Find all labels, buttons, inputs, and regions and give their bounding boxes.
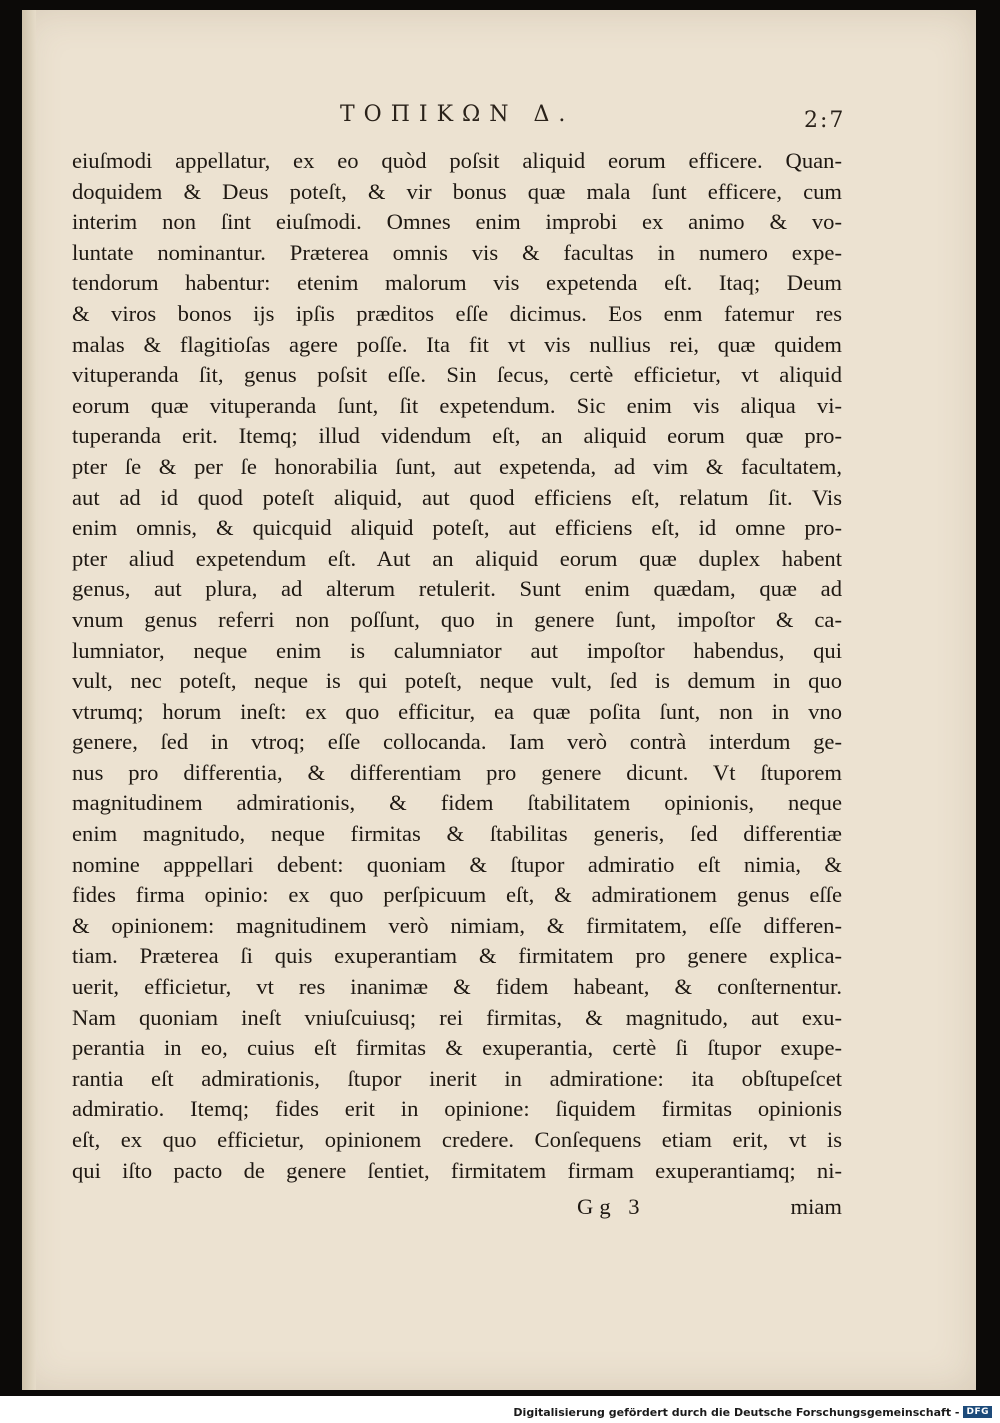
text-line: tiam. Præterea ſi quis exuperantiam & firmitatem pro genere explica- bbox=[72, 943, 842, 969]
text-line: enim magnitudo, neque firmitas & ſtabilitas generis, ſed differentiæ bbox=[72, 821, 842, 847]
text-line: doquidem & Deus poteſt, & vir bonus quæ mala ſunt efficere, cum bbox=[72, 178, 842, 204]
dfg-logo-icon: DFG bbox=[963, 1406, 992, 1418]
text-line: genus, aut plura, ad alterum retulerit. Sunt enim quædam, quæ ad bbox=[72, 576, 842, 602]
text-line: pter ſe & per ſe honorabilia ſunt, aut expetenda, ad vim & facultatem, bbox=[72, 453, 842, 479]
text-line: rantia eſt admirationis, ſtupor inerit in admiratione: ita obſtupeſcet bbox=[72, 1065, 842, 1091]
text-line: & opinionem: magnitudinem verò nimiam, & firmitatem, eſſe differen- bbox=[72, 912, 842, 938]
text-line: eorum quæ vituperanda ſunt, ſit expetendum. Sic enim vis aliqua vi- bbox=[72, 392, 842, 418]
text-line: admiratio. Itemq; fides erit in opinione: ſiquidem firmitas opinionis bbox=[72, 1096, 842, 1122]
text-line: magnitudinem admirationis, & fidem ſtabilitatem opinionis, neque bbox=[72, 790, 842, 816]
running-head bbox=[22, 102, 976, 142]
text-line: tendorum habentur: etenim malorum vis expetenda eſt. Itaq; Deum bbox=[72, 270, 842, 296]
text-line: enim omnis, & quicquid aliquid poteſt, aut efficiens eſt, id omne pro- bbox=[72, 515, 842, 541]
credit-text: Digitalisierung gefördert durch die Deutsche Forschungsgemeinschaft - bbox=[513, 1405, 960, 1419]
text-line: uerit, efficietur, vt res inanimæ & fidem habeant, & conſternentur. bbox=[72, 974, 842, 1000]
text-line: nus pro differentia, & differentiam pro genere dicunt. Vt ſtuporem bbox=[72, 759, 842, 785]
text-line: aut ad id quod poteſt aliquid, aut quod efficiens eſt, relatum ſit. Vis bbox=[72, 484, 842, 510]
text-line: nomine apppellari debent: quoniam & ſtupor admiratio eſt nimia, & bbox=[72, 851, 842, 877]
text-line: eiuſmodi appellatur, ex eo quòd poſsit aliquid eorum efficere. Quan- bbox=[72, 148, 842, 173]
body-text bbox=[72, 146, 842, 1186]
text-line: qui iſto pacto de genere ſentiet, firmitatem firmam exuperantiamq; ni- bbox=[72, 1157, 842, 1183]
page-number: 2:7 bbox=[804, 108, 846, 133]
book-page bbox=[22, 10, 976, 1390]
text-line: Nam quoniam ineſt vniuſcuiusq; rei firmitas, & magnitudo, aut exu- bbox=[72, 1004, 842, 1030]
text-line: vult, nec poteſt, neque is qui poteſt, neque vult, ſed is demum in quo bbox=[72, 668, 842, 694]
text-line: malas & flagitioſas agere poſſe. Ita fit vt vis nullius rei, quæ quidem bbox=[72, 331, 842, 357]
text-line: luntate nominantur. Præterea omnis vis & facultas in numero expe- bbox=[72, 239, 842, 265]
page-gutter bbox=[22, 10, 36, 1390]
text-line: perantia in eo, cuius eſt firmitas & exuperantia, certè ſi ſtupor exupe- bbox=[72, 1035, 842, 1061]
text-line: vituperanda ſit, genus poſsit eſſe. Sin ſecus, certè efficietur, vt aliquid bbox=[72, 362, 842, 388]
text-line: vnum genus referri non poſſunt, quo in genere ſunt, impoſtor & ca- bbox=[72, 606, 842, 632]
text-line: vtrumq; horum ineſt: ex quo efficitur, ea quæ poſita ſunt, non in vno bbox=[72, 698, 842, 724]
digitization-credit bbox=[513, 1404, 992, 1420]
text-line: & viros bonos ijs ipſis præditos eſſe dicimus. Eos enm fatemur res bbox=[72, 300, 842, 326]
text-line: fides firma opinio: ex quo perſpicuum eſt, & admirationem genus eſſe bbox=[72, 882, 842, 908]
catchword: miam bbox=[790, 1194, 842, 1219]
text-line: interim non ſint eiuſmodi. Omnes enim improbi ex animo & vo- bbox=[72, 209, 842, 235]
page-footer bbox=[72, 1194, 842, 1228]
text-line: pter aliud expetendum eſt. Aut an aliquid eorum quæ duplex habent bbox=[72, 545, 842, 571]
text-line: genere, ſed in vtroq; eſſe collocanda. Iam verò contrà interdum ge- bbox=[72, 729, 842, 755]
signature-mark: Gg 3 bbox=[577, 1194, 646, 1219]
text-line: tuperanda erit. Itemq; illud videndum eſt, an aliquid eorum quæ pro- bbox=[72, 423, 842, 449]
text-line: eſt, ex quo efficietur, opinionem credere. Conſequens etiam erit, vt is bbox=[72, 1127, 842, 1152]
text-line: lumniator, neque enim is calumniator aut impoſtor habendus, qui bbox=[72, 637, 842, 663]
running-title: ΤΟΠΙΚΩΝ Δ. bbox=[340, 102, 575, 127]
